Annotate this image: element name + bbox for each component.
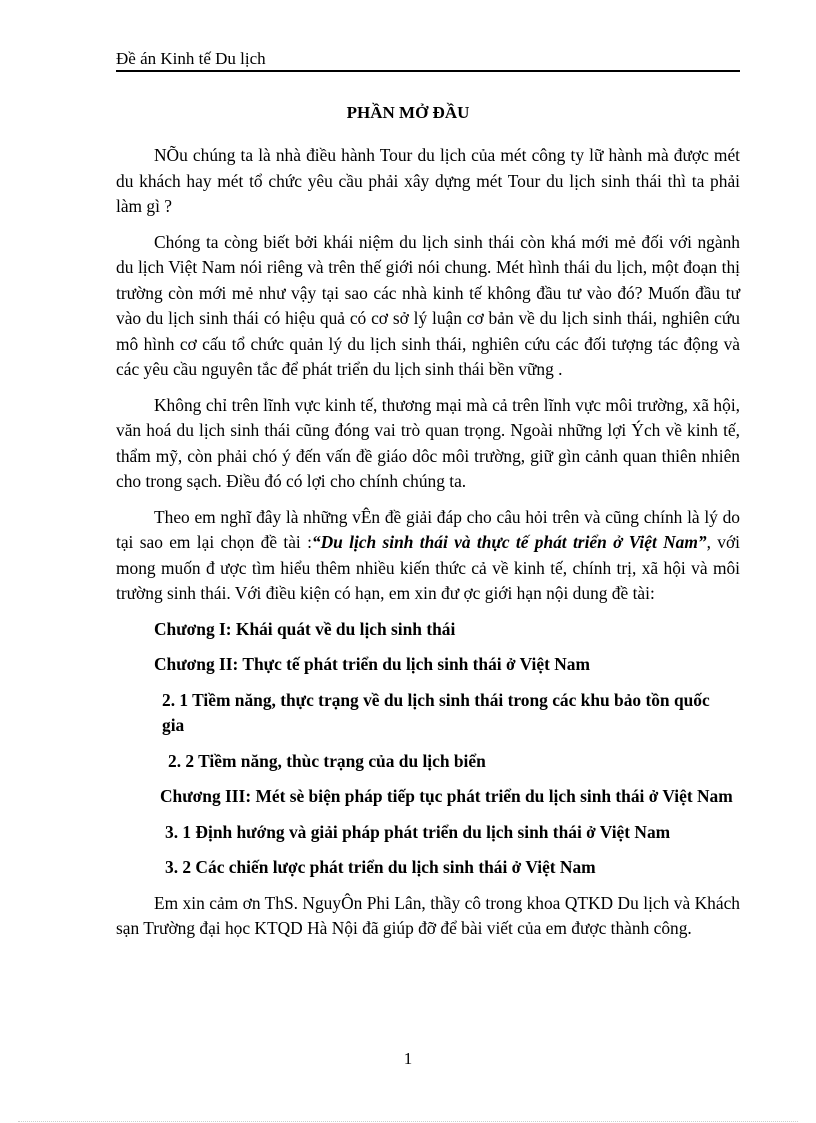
page-number: 1 [403, 1049, 413, 1068]
outline-chapter-1: Chương I: Khái quát về du lịch sinh thái [154, 618, 456, 639]
topic-title: “Du lịch sinh thái và thực tế phát triển ở Việt Nam” [311, 532, 707, 552]
outline-chapter-3: Chương III: Mét sè biện pháp tiếp tục phát triển du lịch sinh thái ở Việt Nam [160, 786, 733, 806]
body-paragraph: Không chỉ trên lĩnh vực kinh tế, thương mại mà cả trên lĩnh vực môi trường, xã hội, văn hoá du lịch sinh thái cũng đóng vai trò quan trọng. Ngoài những lợi Ých về kinh tế, thẩm mỹ, còn phải chó ý đến vấn đề giáo dôc môi trường, giữ gìn cảnh quan thiên nhiên cho trong sạch. Điều đó có lợi cho chính chúng ta. [116, 394, 740, 491]
document-body [116, 143, 740, 952]
outline-chapter-2: Chương II: Thực tế phát triển du lịch sinh thái ở Việt Nam [154, 654, 590, 674]
chapter-outline [116, 617, 740, 881]
outline-section-3-1: 3. 1 Định hướng và giải pháp phát triển du lịch sinh thái ở Việt Nam [165, 821, 671, 842]
body-paragraph: Chóng ta còng biết bởi khái niệm du lịch sinh thái còn khá mới mẻ đối với ngành du lịch Việt Nam nói riêng và trên thế giới nói chung. Mét hình thái du lịch, một đoạn thị trường còn mới mẻ như vậy tại sao các nhà kinh tế không đầu tư vào đó? Muốn đầu tư vào du lịch sinh thái có hiệu quả có cơ sở lý luận cơ bản về du lịch sinh thái, nghiên cứu mô hình cơ cấu tổ chức quản lý du lịch sinh thái, nghiên cứu các đối tượng tác động và các yêu cầu nguyên tắc để phát triển du lịch sinh thái bền vững . [116, 231, 740, 379]
page-bottom-divider [18, 1121, 798, 1122]
body-paragraph: NÕu chúng ta là nhà điều hành Tour du lịch của mét công ty lữ hành mà được mét du khách hay mét tổ chức yêu cầu phải xây dựng mét Tour du lịch sinh thái thì ta phải làm gì ? [116, 145, 740, 216]
topic-rest-text: , với mong muốn đ ược tìm hiểu thêm nhiều kiến thức cả về kinh tế, chính trị, xã hội và môi trường sinh thái. Với điều kiện có hạn, em xin đư ợc giới hạn nội dung đề tài: [116, 532, 740, 603]
topic-intro-text: Theo em nghĩ đây là những vÊn đề giải đáp cho câu hỏi trên và cũng chính là lý do tại sao em lại chọn đề tài : [116, 506, 740, 552]
topic-paragraph [116, 505, 740, 607]
document-header: Đề án Kinh tế Du lịch [116, 49, 266, 68]
outline-section-2-1: 2. 1 Tiềm năng, thực trạng về du lịch sinh thái trong các khu bảo tồn quốc gia [162, 689, 710, 735]
closing-paragraph: Em xin cảm ơn ThS. NguyÔn Phi Lân, thầy cô trong khoa QTKD Du lịch và Khách sạn Trường đại học KTQD Hà Nội đã giúp đỡ để bài viết của em được thành công. [116, 892, 740, 938]
outline-section-2-2: 2. 2 Tiềm năng, thùc trạng của du lịch biển [168, 750, 486, 771]
header-divider [116, 70, 740, 72]
section-title: PHẦN MỞ ĐẦU [346, 103, 470, 122]
outline-section-3-2: 3. 2 Các chiến lược phát triển du lịch sinh thái ở Việt Nam [165, 857, 596, 877]
